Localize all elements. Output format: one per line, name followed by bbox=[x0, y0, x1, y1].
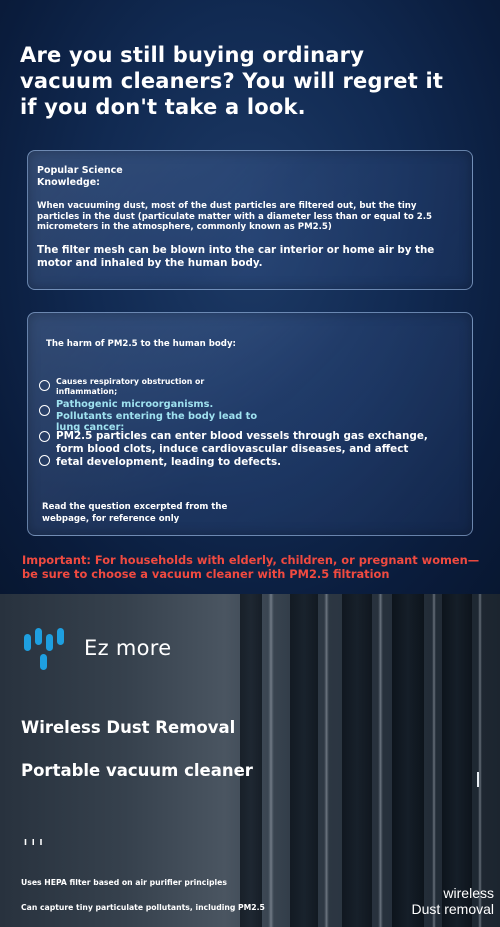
harm-card-title: The harm of PM2.5 to the human body: bbox=[46, 339, 236, 349]
circle-bullet-icon bbox=[39, 380, 50, 391]
harm-item-text: Pathogenic microorganisms. Pollutants entering the body lead to lung cancer: bbox=[56, 399, 258, 433]
headline: Are you still buying ordinary vacuum cleaners? You will regret it if you don't take a look. bbox=[20, 43, 444, 119]
feature-text: Can capture tiny particulate pollutants, including PM2.5 bbox=[21, 903, 265, 912]
science-card bbox=[27, 150, 473, 290]
product-subtitle: Portable vacuum cleaner bbox=[21, 761, 253, 780]
corner-caption bbox=[374, 885, 494, 917]
harm-item-text: Causes respiratory obstruction or inflammation; bbox=[56, 377, 205, 396]
brand-name: Ez more bbox=[84, 636, 172, 660]
background-stripes bbox=[220, 594, 500, 927]
science-card-paragraph: The filter mesh can be blown into the car interior or home air by the motor and inhaled by the human body. bbox=[37, 244, 435, 269]
corner-caption-line: wireless bbox=[443, 885, 494, 901]
feature-text: Uses HEPA filter based on air purifier principles bbox=[21, 878, 227, 887]
circle-bullet-icon bbox=[39, 431, 50, 442]
harm-item bbox=[39, 399, 459, 434]
harm-item bbox=[39, 377, 459, 396]
ez-more-logo-icon bbox=[24, 628, 72, 672]
circle-bullet-icon bbox=[39, 455, 50, 466]
corner-caption-line: Dust removal bbox=[411, 901, 494, 917]
harm-card bbox=[27, 312, 473, 536]
harm-item bbox=[39, 430, 459, 469]
science-card-paragraph: When vacuuming dust, most of the dust particles are filtered out, but the tiny particles in the dust (particulate matter with a diameter less than or equal to 2.5 micrometers in the atmosphere, commonly known as PM2.5) bbox=[37, 201, 432, 232]
tick-marks: I I I bbox=[24, 838, 44, 847]
science-card-title: Popular Science Knowledge: bbox=[37, 165, 123, 188]
harm-item-text: PM2.5 particles can enter blood vessels through gas exchange, form blood clots, induce cardiovascular diseases, and affect fetal development, leading to defects. bbox=[56, 430, 428, 468]
reference-note: Read the question excerpted from the webpage, for reference only bbox=[42, 502, 228, 524]
product-banner bbox=[0, 594, 500, 927]
product-title: Wireless Dust Removal bbox=[21, 718, 236, 737]
warning-text: Important: For households with elderly, children, or pregnant women—be sure to choose a vacuum cleaner with PM2.5 filtration bbox=[22, 553, 480, 581]
vertical-bar-divider bbox=[477, 772, 479, 787]
circle-bullet-icon bbox=[39, 405, 50, 416]
